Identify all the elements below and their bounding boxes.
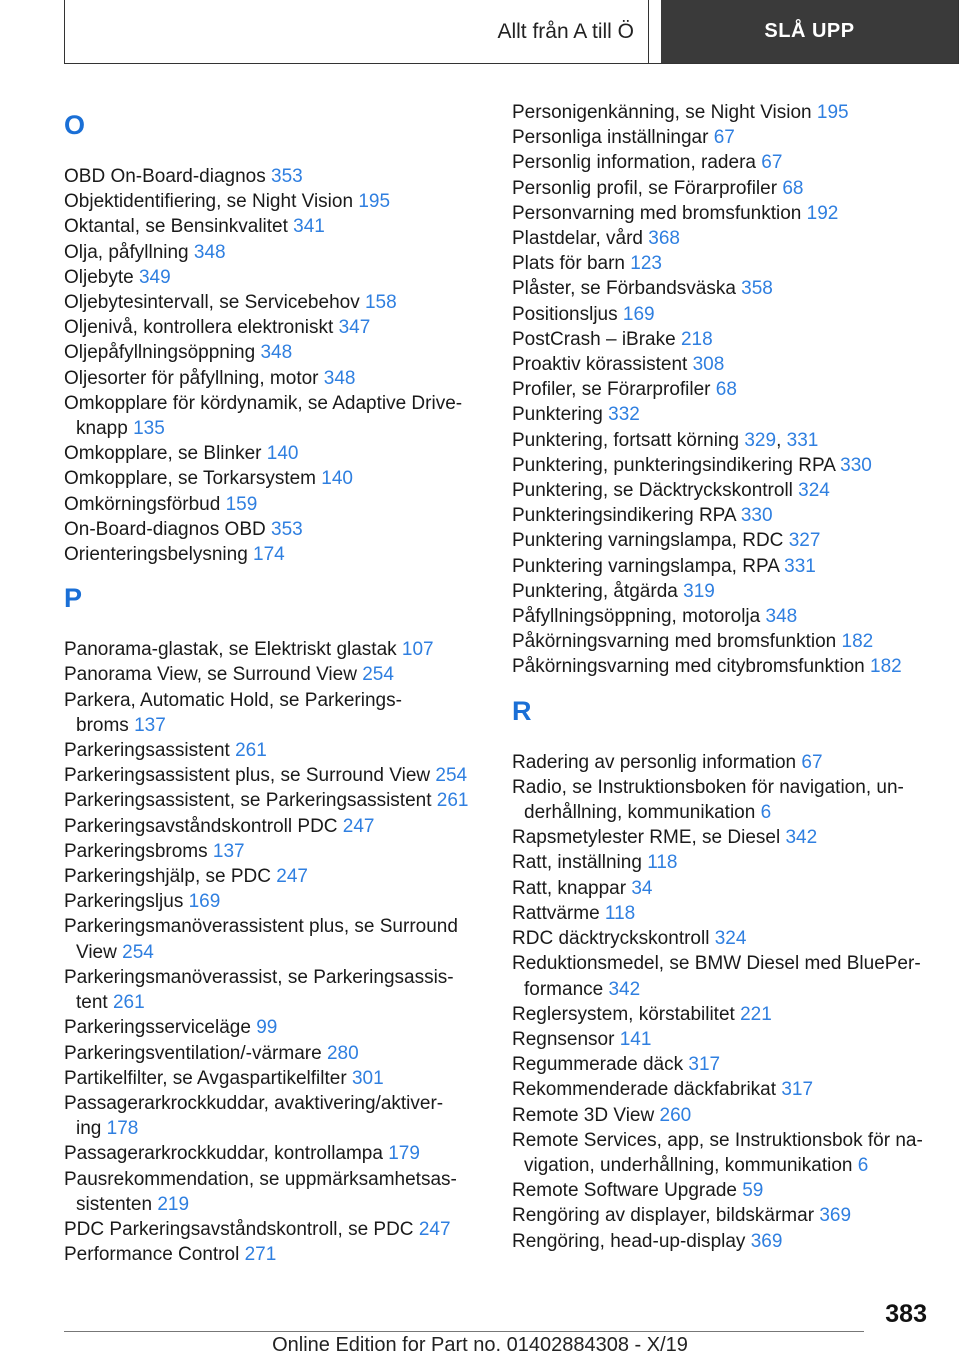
index-entry (512, 276, 932, 301)
index-entry (64, 542, 484, 567)
page-reference-link[interactable]: 169 (622, 303, 655, 325)
page-reference-link[interactable]: 192 (806, 202, 839, 224)
index-entry-text: Remote 3D View (512, 1104, 655, 1126)
page-reference-link[interactable]: 280 (326, 1042, 359, 1064)
index-entry-text: Parkeringshjälp, se PDC (64, 866, 271, 888)
index-entry-text: Punktering, fortsatt körning (512, 429, 740, 451)
index-entry-text: Oljebytesintervall, se Servicebehov (64, 292, 360, 314)
page-reference-link[interactable]: 158 (364, 292, 397, 314)
page-reference-link[interactable]: 358 (741, 278, 773, 300)
index-entry-text: Plats för barn (512, 253, 625, 275)
index-entry (64, 189, 484, 214)
index-entry (512, 478, 932, 503)
index-entry-continuation (64, 990, 484, 1015)
index-entry-text: Profiler, se Förarprofiler (512, 379, 711, 401)
page-reference-link[interactable]: 182 (841, 631, 874, 653)
index-entry (64, 763, 484, 788)
index-entry (512, 1178, 932, 1203)
page-reference-link[interactable]: 368 (648, 228, 680, 250)
index-entry-text: Partikelfilter, se Avgaspartikelfilter (64, 1067, 347, 1089)
footer-edition-text: Online Edition for Part no. 01402884308 - X/19 (272, 1334, 688, 1356)
index-entry-text: Påkörningsvarning med citybromsfunktion (512, 656, 865, 678)
index-entry (512, 554, 932, 579)
index-entry-text: Remote Software Upgrade (512, 1180, 737, 1202)
page-reference-link[interactable]: 140 (266, 443, 299, 465)
page-reference-link[interactable]: 247 (342, 815, 375, 837)
index-entry (64, 265, 484, 290)
index-entry-text: Personvarning med bromsfunktion (512, 202, 802, 224)
index-entry-text: Rattvärme (512, 902, 600, 924)
index-entry-text: PostCrash – iBrake (512, 328, 676, 350)
index-entry (512, 302, 932, 327)
index-entry-continuation-text: View (76, 941, 117, 963)
index-entry-text: Rengöring av displayer, bildskärmar (512, 1205, 815, 1227)
index-entry (64, 1141, 484, 1166)
index-entry-text: Punktering (512, 404, 603, 426)
index-entry (64, 290, 484, 315)
index-entry (512, 775, 932, 825)
page-reference-link[interactable]: 247 (418, 1218, 451, 1240)
index-entry-text: Plåster, se Förbandsväska (512, 278, 736, 300)
page-reference-link[interactable]: 179 (388, 1143, 420, 1165)
index-entry-text: Personigenkänning, se Night Vision (512, 102, 812, 123)
page-reference-link[interactable]: 137 (212, 840, 245, 862)
page-reference-link[interactable]: 67 (761, 152, 783, 174)
index-entry-continuation (512, 977, 932, 1002)
index-column-right (512, 100, 932, 1254)
index-column-left (64, 100, 484, 1267)
index-entry-text: Punktering, se Däcktryckskontroll (512, 480, 793, 502)
a-to-z-index-button[interactable]: Allt från A till Ö (65, 0, 649, 63)
index-entry (512, 654, 932, 679)
index-entry-continuation-text: knapp (76, 418, 128, 440)
index-entry-text: Personlig profil, se Förarprofiler (512, 177, 778, 199)
index-entry-text: Regnsensor (512, 1028, 615, 1050)
index-entry (64, 366, 484, 391)
index-entry (512, 951, 932, 1001)
page-reference-link[interactable]: 123 (630, 253, 662, 275)
page-reference-link[interactable]: 6 (760, 802, 772, 824)
index-entry-text: Radering av personlig information (512, 751, 797, 773)
index-entry-text: Orienteringsbelysning (64, 544, 248, 566)
index-entry-continuation-text: ing (76, 1118, 102, 1140)
page-reference-link[interactable]: 195 (358, 191, 391, 213)
index-entry (64, 164, 484, 189)
section-letter-heading: R (512, 695, 532, 726)
page-reference-link[interactable]: 260 (659, 1104, 692, 1126)
look-up-button[interactable]: SLÅ UPP (661, 0, 958, 63)
index-entry-continuation (64, 1116, 484, 1141)
index-entry (512, 453, 932, 478)
page-reference-link[interactable]: 341 (293, 216, 325, 238)
index-entry-text: Olja, påfyllning (64, 241, 189, 263)
index-entry-text: On-Board-diagnos OBD (64, 518, 266, 540)
page-reference-link[interactable]: 324 (798, 480, 830, 502)
page-reference-link[interactable]: 317 (688, 1054, 721, 1076)
page-reference-link[interactable]: 182 (870, 656, 902, 678)
index-entry-text: OBD On-Board-diagnos (64, 166, 266, 187)
page-reference-link[interactable]: 159 (225, 493, 258, 515)
index-entry (64, 315, 484, 340)
index-entry (64, 214, 484, 239)
page-reference-link[interactable]: 324 (714, 928, 747, 950)
index-entry (512, 1229, 932, 1254)
index-entry (64, 1091, 484, 1141)
page-reference-link[interactable]: 348 (193, 241, 226, 263)
page-reference-link[interactable]: 6 (857, 1154, 869, 1176)
index-entry (512, 251, 932, 276)
index-entry-text: Ratt, knappar (512, 877, 627, 899)
index-entry-text: Rapsmetylester RME, se Diesel (512, 827, 781, 849)
index-entry (512, 1077, 932, 1102)
page-reference-link[interactable]: 218 (680, 328, 713, 350)
index-entry-text: Pausrekommendation, se uppmärksamhetsas- (64, 1168, 457, 1190)
page-reference-link[interactable]: 140 (321, 468, 353, 490)
index-entry-continuation (512, 800, 932, 825)
page-reference-link[interactable]: 319 (683, 580, 715, 602)
index-entry (512, 150, 932, 175)
page-reference-link[interactable]: 118 (604, 902, 636, 924)
index-entry (64, 340, 484, 365)
page-reference-link[interactable]: 169 (188, 891, 221, 913)
page-reference-link[interactable]: 34 (631, 877, 653, 899)
section-letter-heading: O (64, 110, 86, 140)
index-entry-text: Parkeringsserviceläge (64, 1017, 251, 1039)
index-entry (64, 738, 484, 763)
index-entry (512, 926, 932, 951)
index-entry-text: Parkeringsbroms (64, 840, 208, 862)
index-entry (64, 965, 484, 1015)
page-reference-link[interactable]: 247 (276, 866, 308, 888)
page-reference-link[interactable]: 261 (235, 740, 267, 762)
index-entry-text: Påfyllningsöppning, motorolja (512, 606, 761, 628)
index-entry-continuation (64, 1192, 484, 1217)
index-entry-text: Panorama View, se Surround View (64, 664, 357, 686)
page-reference-link[interactable]: 330 (840, 454, 872, 476)
index-entry (512, 825, 932, 850)
index-entry (64, 914, 484, 964)
page-reference-link[interactable]: 342 (785, 827, 818, 849)
page-reference-link[interactable]: 135 (133, 418, 165, 440)
index-entry (512, 201, 932, 226)
page-reference-link[interactable]: 330 (740, 505, 773, 527)
page-reference-link[interactable]: 261 (112, 992, 145, 1014)
index-entry (64, 441, 484, 466)
index-entry-continuation (64, 940, 484, 965)
index-entry-text: Proaktiv körassistent (512, 354, 688, 376)
index-entry (64, 1015, 484, 1040)
page-reference-link[interactable]: 348 (323, 367, 356, 389)
index-entry (64, 637, 484, 662)
index-entry-text: Parkera, Automatic Hold, se Parkerings- (64, 689, 402, 711)
page-reference-link[interactable]: 195 (816, 102, 849, 123)
index-entry (64, 662, 484, 687)
page-reference-link[interactable]: 67 (801, 751, 823, 773)
index-entry (512, 1128, 932, 1178)
index-entry (512, 629, 932, 654)
index-entry (512, 352, 932, 377)
index-entry-text: Parkeringsljus (64, 891, 184, 913)
index-entry-text: Punktering varningslampa, RDC (512, 530, 784, 552)
page-reference-link[interactable]: 99 (256, 1017, 278, 1039)
index-entry (512, 402, 932, 427)
index-entry (512, 327, 932, 352)
index-entry-text: Omkopplare, se Blinker (64, 443, 262, 465)
page-reference-link[interactable]: 329 (744, 429, 777, 451)
index-entry (512, 503, 932, 528)
page-reference-link[interactable]: 349 (138, 266, 171, 288)
index-entry (512, 1203, 932, 1228)
page-reference-link[interactable]: 141 (619, 1028, 652, 1050)
page-reference-link[interactable]: 331 (786, 429, 819, 451)
index-entry (512, 377, 932, 402)
index-entry-continuation-text: sistenten (76, 1193, 153, 1215)
index-entry (512, 1002, 932, 1027)
index-entry-text: Parkeringsassistent plus, se Surround View (64, 765, 431, 787)
index-entry-text: Performance Control (64, 1244, 240, 1266)
page-reference-link[interactable]: 261 (436, 790, 469, 812)
page-reference-link[interactable]: 68 (782, 177, 804, 199)
page-reference-link[interactable]: 348 (765, 606, 798, 628)
page-reference-link[interactable]: 301 (351, 1067, 384, 1089)
index-entry (512, 528, 932, 553)
index-entry (512, 1027, 932, 1052)
page-reference-link[interactable]: 347 (338, 317, 371, 339)
index-entry-text: Rekommenderade däckfabrikat (512, 1079, 777, 1101)
page-reference-link[interactable]: 369 (819, 1205, 852, 1227)
index-entry (512, 850, 932, 875)
index-entry-text: Parkeringsavståndskontroll PDC (64, 815, 338, 837)
index-entry-continuation (512, 1153, 932, 1178)
index-entry-text: Plastdelar, vård (512, 228, 643, 250)
index-entry (512, 901, 932, 926)
index-entry-continuation-text: broms (76, 714, 129, 736)
index-entry-text: Ratt, inställning (512, 852, 642, 874)
index-entry-text: Punktering, åtgärda (512, 580, 678, 602)
index-entry-text: Personlig information, radera (512, 152, 756, 174)
page-reference-link[interactable]: 68 (715, 379, 737, 401)
page-reference-link[interactable]: 353 (271, 518, 303, 540)
index-entry (64, 889, 484, 914)
index-entry (64, 466, 484, 491)
index-entry-text: Rengöring, head-up-display (512, 1230, 746, 1252)
index-entry: Punktering, fortsatt körning 329, 331 (512, 429, 819, 451)
index-entry-text: Parkeringsassistent, se Parkeringsassistent (64, 790, 432, 812)
index-entry (512, 100, 932, 125)
index-entry-text: PDC Parkeringsavståndskontroll, se PDC (64, 1218, 414, 1240)
index-entry-text: Parkeringsmanöverassistent plus, se Surround (64, 916, 458, 938)
index-entry-text: Passagerarkrockkuddar, kontrollampa (64, 1143, 383, 1165)
index-entry (64, 240, 484, 265)
page-reference-link[interactable]: 353 (271, 166, 303, 187)
index-entry-text: Remote Services, app, se Instruktionsbok för na- (512, 1129, 923, 1151)
index-entry-continuation-text: formance (524, 978, 604, 1000)
index-entry (64, 688, 484, 738)
index-entry (512, 1052, 932, 1077)
page-reference-link[interactable]: 221 (740, 1003, 772, 1025)
index-entry-continuation (64, 416, 484, 441)
index-entry (512, 604, 932, 629)
index-entry-text: Omkopplare för kördynamik, se Adaptive Drive- (64, 392, 463, 414)
page-reference-link[interactable]: 107 (401, 639, 434, 661)
page-reference-link[interactable]: 67 (713, 127, 735, 149)
top-navigation-bar (64, 0, 959, 64)
index-entry (64, 391, 484, 441)
index-entry-continuation-text: tent (76, 992, 108, 1014)
index-entry (64, 1217, 484, 1242)
index-entry-text: Punkteringsindikering RPA (512, 505, 736, 527)
index-entry-text: Parkeringsmanöverassist, se Parkeringsassis- (64, 966, 454, 988)
index-entry (64, 1066, 484, 1091)
page-reference-link[interactable]: 342 (608, 978, 641, 1000)
index-entry (512, 125, 932, 150)
index-entry-continuation-text: derhållning, kommunikation (524, 802, 756, 824)
index-entry-text: Oktantal, se Bensinkvalitet (64, 216, 288, 238)
index-entry-text: Punktering, punkteringsindikering RPA (512, 454, 835, 476)
index-entry-text: Oljesorter för påfyllning, motor (64, 367, 319, 389)
index-entry (64, 814, 484, 839)
page-reference-link[interactable]: 59 (742, 1180, 764, 1202)
index-entry (512, 1103, 932, 1128)
index-entry-text: Panorama-glastak, se Elektriskt glastak (64, 639, 397, 661)
index-entry (64, 492, 484, 517)
index-entry-text: Oljebyte (64, 266, 134, 288)
page-reference-link[interactable]: 369 (750, 1230, 783, 1252)
index-entry-text: Objektidentifiering, se Night Vision (64, 191, 354, 213)
index-entry (64, 839, 484, 864)
page-reference-link[interactable]: 332 (608, 404, 640, 426)
index-entry-text: Parkeringsassistent (64, 740, 230, 762)
index-entry-continuation (64, 713, 484, 738)
index-entry (512, 579, 932, 604)
footer-divider (64, 1331, 864, 1332)
index-entry-text: Regummerade däck (512, 1054, 684, 1076)
index-entry-text: Påkörningsvarning med bromsfunktion (512, 631, 837, 653)
page-reference-link[interactable]: 178 (106, 1118, 139, 1140)
index-entry (512, 176, 932, 201)
index-entry (64, 864, 484, 889)
index-entry-text: Punktering varningslampa, RPA (512, 555, 779, 577)
page-reference-link[interactable]: 137 (134, 714, 166, 736)
index-entry-text: Radio, se Instruktionsboken för navigation, un- (512, 776, 904, 798)
index-entry-text: Personliga inställningar (512, 127, 709, 149)
page-reference-link[interactable]: 118 (647, 852, 678, 874)
index-entry (64, 1041, 484, 1066)
page-reference-link[interactable]: 254 (122, 941, 154, 963)
index-entry-text: Oljenivå, kontrollera elektroniskt (64, 317, 334, 339)
index-entry-text: Parkeringsventilation/-värmare (64, 1042, 322, 1064)
index-entry-text: Reglersystem, körstabilitet (512, 1003, 735, 1025)
index-entry-text: Omkörningsförbud (64, 493, 221, 515)
page-reference-link[interactable]: 174 (253, 544, 285, 566)
index-entry-text: Reduktionsmedel, se BMW Diesel med BluePer- (512, 953, 921, 975)
index-entry-text: Oljepåfyllningsöppning (64, 342, 256, 364)
page-reference-link[interactable]: 331 (784, 555, 816, 577)
page-reference-link[interactable]: 317 (781, 1079, 814, 1101)
index-entry-text: RDC däcktryckskontroll (512, 928, 710, 950)
index-entry (512, 226, 932, 251)
page-reference-link[interactable]: 219 (157, 1193, 190, 1215)
page-reference-link[interactable]: 308 (692, 354, 725, 376)
page-reference-link[interactable]: 254 (362, 664, 394, 686)
index-entry-text: Passagerarkrockkuddar, avaktivering/aktiver- (64, 1092, 444, 1114)
page-reference-link[interactable]: 254 (435, 765, 468, 787)
index-entry (64, 1167, 484, 1217)
section-letter-heading: P (64, 583, 83, 614)
index-entry-continuation-text: vigation, underhållning, kommunikation (524, 1154, 853, 1176)
index-entry-text: Omkopplare, se Torkarsystem (64, 468, 317, 490)
page-reference-link[interactable]: 348 (260, 342, 293, 364)
index-entry (512, 750, 932, 775)
index-entry-text: Positionsljus (512, 303, 618, 325)
page-number: 383 (885, 1300, 927, 1328)
page-reference-link[interactable]: 327 (788, 530, 821, 552)
index-entry (64, 788, 484, 813)
index-entry (512, 876, 932, 901)
index-entry (64, 1242, 484, 1267)
index-entry (64, 517, 484, 542)
page-reference-link[interactable]: 271 (244, 1244, 277, 1266)
